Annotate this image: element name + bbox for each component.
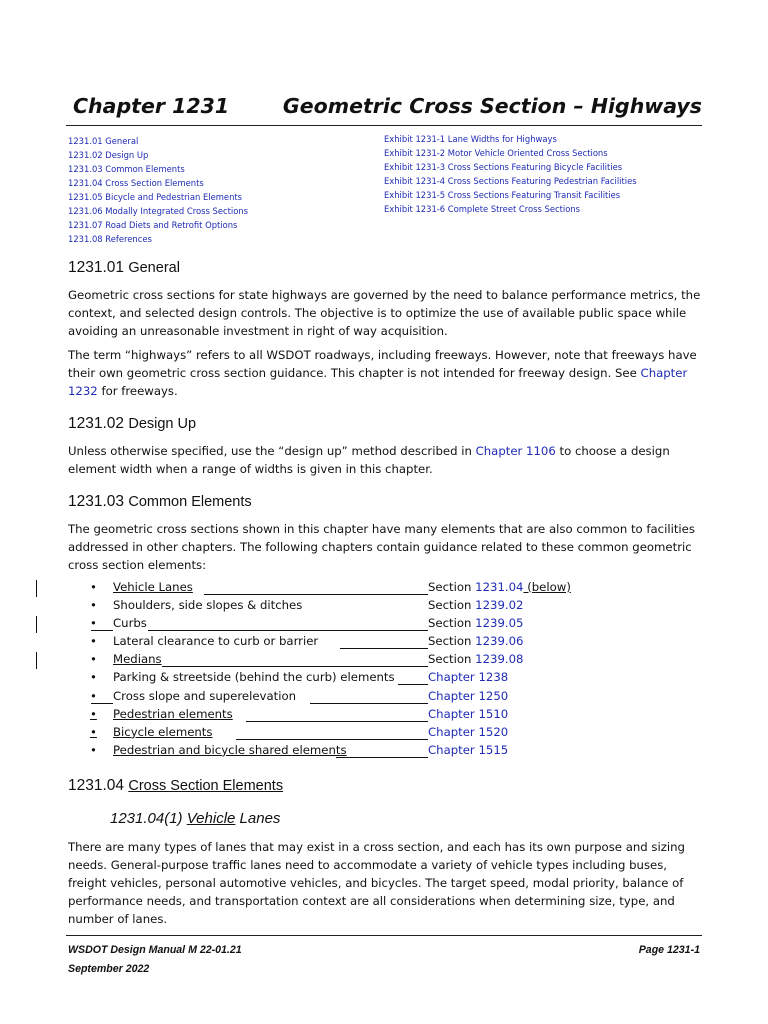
reference — [428, 580, 571, 594]
ref-link[interactable]: Chapter 1238 — [428, 670, 509, 685]
element-name: Bicycle elements — [113, 724, 213, 739]
section-heading-design-up — [68, 415, 196, 433]
ref-link[interactable]: 1239.06 — [475, 634, 524, 649]
reference — [428, 598, 523, 612]
section-heading-cross-section-elements — [68, 777, 283, 795]
paragraph-text: The term “highways” refers to all WSDOT roadways, including freeways. However, note that freeways have their own geometric cross section guidance. This chapter is not intended for freeway design. See — [68, 348, 697, 380]
ref-link[interactable]: Chapter 1515 — [428, 742, 509, 757]
chapter-title: Geometric Cross Section – Highways — [282, 94, 702, 118]
bullet: • — [90, 706, 97, 721]
toc-link[interactable]: 1231.01 General — [68, 136, 139, 146]
reference — [428, 689, 508, 703]
exhibit-link[interactable]: Exhibit 1231-2 Motor Vehicle Oriented Cross Sections — [384, 148, 608, 158]
bullet: • — [90, 670, 97, 685]
section-number: 1231.04 — [68, 777, 125, 794]
exhibit-link[interactable]: Exhibit 1231-1 Lane Widths for Highways — [384, 134, 557, 144]
bullet: • — [90, 598, 97, 613]
leader-line — [91, 703, 113, 704]
leader-line — [398, 684, 428, 685]
footer-date: September 2022 — [68, 963, 150, 975]
section-label: Cross Section Elements — [128, 778, 284, 794]
bullet: • — [90, 634, 97, 649]
change-bar — [36, 580, 37, 597]
exhibit-link[interactable]: Exhibit 1231-6 Complete Street Cross Sections — [384, 204, 581, 214]
ref-link[interactable]: Chapter 1250 — [428, 688, 509, 703]
toc-link[interactable]: 1231.07 Road Diets and Retrofit Options — [68, 220, 238, 230]
leader-line — [246, 721, 428, 722]
reference — [428, 670, 508, 684]
section-label: Design Up — [128, 416, 197, 432]
leader-line — [340, 648, 428, 649]
leader-line — [204, 594, 428, 595]
subsection-label: Vehicle — [186, 810, 236, 827]
toc-link[interactable]: 1231.06 Modally Integrated Cross Sections — [68, 206, 248, 216]
exhibit-link[interactable]: Exhibit 1231-3 Cross Sections Featuring Bicycle Facilities — [384, 162, 623, 172]
bullet: • — [90, 652, 97, 667]
leader-line — [148, 630, 428, 631]
toc-link[interactable]: 1231.03 Common Elements — [68, 164, 185, 174]
ref-link[interactable]: Chapter 1510 — [428, 706, 509, 721]
paragraph-text: Unless otherwise specified, use the “design up” method described in — [68, 444, 476, 458]
footer-manual: WSDOT Design Manual M 22-01.21 — [68, 944, 242, 956]
chapter-number: Chapter 1231 — [73, 94, 230, 118]
element-name: Cross slope and superelevation — [113, 688, 297, 703]
list-item — [86, 633, 646, 651]
element-name: Shoulders, side slopes & ditches — [113, 598, 303, 613]
list-item — [86, 706, 646, 724]
toc-link[interactable]: 1231.05 Bicycle and Pedestrian Elements — [68, 192, 243, 202]
ref-prefix: Section — [428, 580, 476, 594]
bullet: • — [90, 688, 97, 703]
common-elements-list — [86, 579, 646, 760]
toc-link[interactable]: 1231.08 References — [68, 234, 152, 244]
subsection-label-rest: Lanes — [235, 810, 281, 827]
header-rule — [66, 125, 702, 126]
paragraph-text: for freeways. — [97, 384, 178, 398]
change-bar — [36, 616, 37, 633]
element-name: Medians — [113, 652, 162, 667]
leader-line — [91, 630, 113, 631]
toc-sections — [68, 134, 248, 246]
bullet: • — [90, 616, 97, 631]
paragraph: The geometric cross sections shown in this chapter have many elements that are also common to facilities addressed in other chapters. The following chapters contain guidance related to these common geometric cross section elements: — [68, 522, 695, 572]
paragraph-text: to choose a design element width when a range of widths is given in this chapter. — [68, 444, 670, 476]
list-item — [86, 597, 646, 615]
list-item — [86, 724, 646, 742]
toc-link[interactable]: 1231.04 Cross Section Elements — [68, 178, 204, 188]
reference — [428, 616, 523, 630]
toc-exhibits — [384, 132, 637, 216]
element-name: Vehicle Lanes — [113, 580, 193, 594]
section-number: 1231.03 — [68, 493, 125, 510]
change-bar — [36, 652, 37, 669]
reference — [428, 725, 508, 739]
element-name: Pedestrian and bicycle shared elements — [113, 742, 347, 757]
element-name: Curbs — [113, 616, 147, 631]
list-item — [86, 688, 646, 706]
ref-link[interactable]: 1231.04 — [475, 580, 524, 594]
paragraph — [68, 442, 708, 478]
subsection-number: 1231.04(1) — [110, 810, 183, 827]
chapter-link[interactable]: Chapter 1106 — [475, 444, 556, 458]
list-item — [86, 615, 646, 633]
section-heading-general — [68, 259, 180, 277]
section-label: Common Elements — [128, 494, 252, 510]
ref-prefix: Section — [428, 634, 476, 649]
list-item — [86, 651, 646, 669]
bullet: • — [90, 724, 97, 739]
ref-prefix: Section — [428, 652, 476, 667]
chapter-header — [66, 92, 702, 124]
element-name: Pedestrian elements — [113, 706, 233, 721]
chapter-link[interactable]: Chapter 1232 — [68, 366, 688, 398]
ref-link[interactable]: 1239.05 — [475, 616, 524, 631]
reference — [428, 634, 523, 648]
section-number: 1231.01 — [68, 259, 125, 276]
footer-page-number: Page 1231-1 — [638, 944, 700, 956]
footer-rule — [66, 935, 702, 936]
ref-suffix: (below) — [523, 580, 571, 594]
subsection-heading-vehicle-lanes — [110, 810, 280, 827]
section-heading-common-elements — [68, 493, 252, 511]
paragraph: Geometric cross sections for state highways are governed by the need to balance performance metrics, the context, and selected design controls. The objective is to optimize the use of available public space while avoiding an unreasonable investment in right of way acquisition. — [68, 288, 701, 338]
section-number: 1231.02 — [68, 415, 125, 432]
leader-line — [236, 739, 428, 740]
exhibit-link[interactable]: Exhibit 1231-5 Cross Sections Featuring Transit Facilities — [384, 190, 621, 200]
toc-link[interactable]: 1231.02 Design Up — [68, 150, 149, 160]
ref-link[interactable]: 1239.02 — [475, 598, 524, 613]
leader-line — [310, 703, 428, 704]
reference — [428, 652, 523, 666]
ref-link[interactable]: 1239.08 — [475, 652, 524, 667]
ref-prefix: Section — [428, 598, 476, 613]
element-name: Parking & streetside (behind the curb) elements — [113, 670, 395, 685]
leader-line — [336, 757, 428, 758]
exhibit-link[interactable]: Exhibit 1231-4 Cross Sections Featuring Pedestrian Facilities — [384, 176, 637, 186]
leader-line — [162, 666, 428, 667]
ref-prefix: Section — [428, 616, 476, 631]
list-item — [86, 579, 646, 597]
element-name: Lateral clearance to curb or barrier — [113, 634, 319, 649]
ref-link[interactable]: Chapter 1520 — [428, 724, 509, 739]
section-label: General — [128, 260, 180, 276]
bullet: • — [90, 580, 97, 594]
paragraph: There are many types of lanes that may exist in a cross section, and each has its own purpose and sizing needs. General-purpose traffic lanes need to accommodate a variety of vehicle types including buses, freight vehicles, personal automotive vehicles, and bicycles. The target speed, modal priority, balance of performance needs, and transportation context are all considerations when determining size, type, and number of lanes. — [68, 840, 685, 926]
paragraph — [68, 346, 708, 400]
bullet: • — [90, 742, 97, 757]
reference — [428, 707, 508, 721]
reference — [428, 743, 508, 757]
list-item — [86, 742, 646, 760]
list-item — [86, 669, 646, 687]
